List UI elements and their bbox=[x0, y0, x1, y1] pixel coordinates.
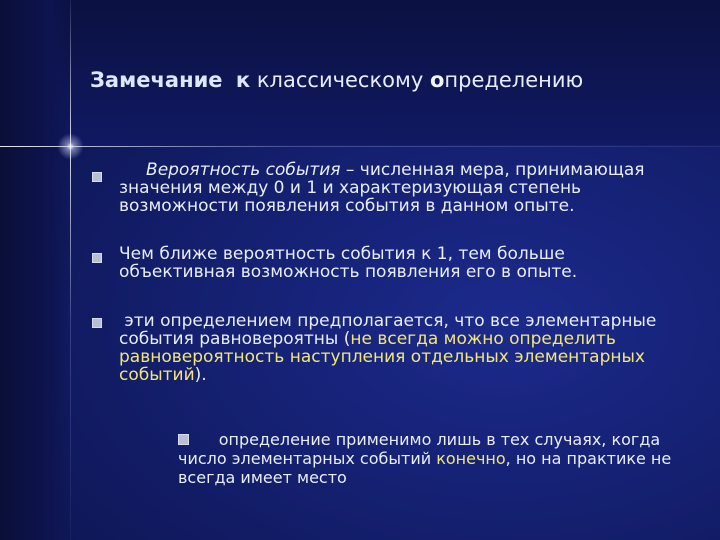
bullet-1-term: Вероятность события bbox=[146, 160, 341, 180]
bullet-3-line-4a: событий bbox=[119, 365, 195, 385]
bullet-3-line-3: равновероятность наступления отдельных элементарных bbox=[119, 347, 645, 367]
title-part-5: пределению bbox=[444, 68, 584, 92]
title-part-2: к bbox=[235, 68, 251, 92]
bullet-3-line-2b: не всегда можно определить bbox=[350, 329, 616, 349]
sub-bullet-line-2c: , но на практике не bbox=[505, 449, 672, 468]
horizontal-divider bbox=[0, 146, 720, 147]
title-part-3: классическому bbox=[256, 68, 424, 92]
sub-bullet-line-2a: число элементарных событий bbox=[178, 449, 437, 468]
bullet-1-line-2: значения между 0 и 1 и характеризующая степень bbox=[119, 178, 582, 198]
title-part-1: Замечание bbox=[90, 68, 223, 92]
bullet-3-text bbox=[119, 312, 656, 384]
left-band bbox=[0, 0, 72, 540]
bullet-marker-2 bbox=[92, 253, 102, 263]
bullet-2-line-1: Чем ближе вероятность события к 1, тем больше bbox=[119, 244, 565, 264]
sparkle-icon bbox=[55, 131, 86, 162]
sub-bullet-text bbox=[178, 430, 671, 487]
slide-title bbox=[90, 68, 583, 92]
sub-bullet-line-3: всегда имеет место bbox=[178, 468, 347, 487]
bullet-1-text bbox=[119, 161, 644, 215]
bullet-3-line-2a: события равновероятны ( bbox=[119, 329, 351, 349]
bullet-2-line-2: объективная возможность появления его в опыте. bbox=[119, 262, 578, 282]
sub-bullet-line-2b: конечно bbox=[436, 449, 506, 468]
bullet-2-text bbox=[119, 245, 577, 281]
bullet-marker-3 bbox=[92, 318, 102, 328]
bullet-marker-1 bbox=[92, 172, 102, 182]
bullet-3-line-1: эти определением предполагается, что все элементарные bbox=[124, 311, 657, 331]
vertical-divider bbox=[70, 0, 71, 540]
bullet-1-line-3: возможности появления события в данном опыте. bbox=[119, 196, 575, 216]
bullet-1-line-1: – численная мера, принимающая bbox=[340, 160, 645, 180]
bullet-3-line-4b: ). bbox=[194, 365, 207, 385]
title-part-4: о bbox=[429, 68, 445, 92]
sub-bullet-line-1: определение применимо лишь в тех случаях, когда bbox=[218, 430, 661, 449]
